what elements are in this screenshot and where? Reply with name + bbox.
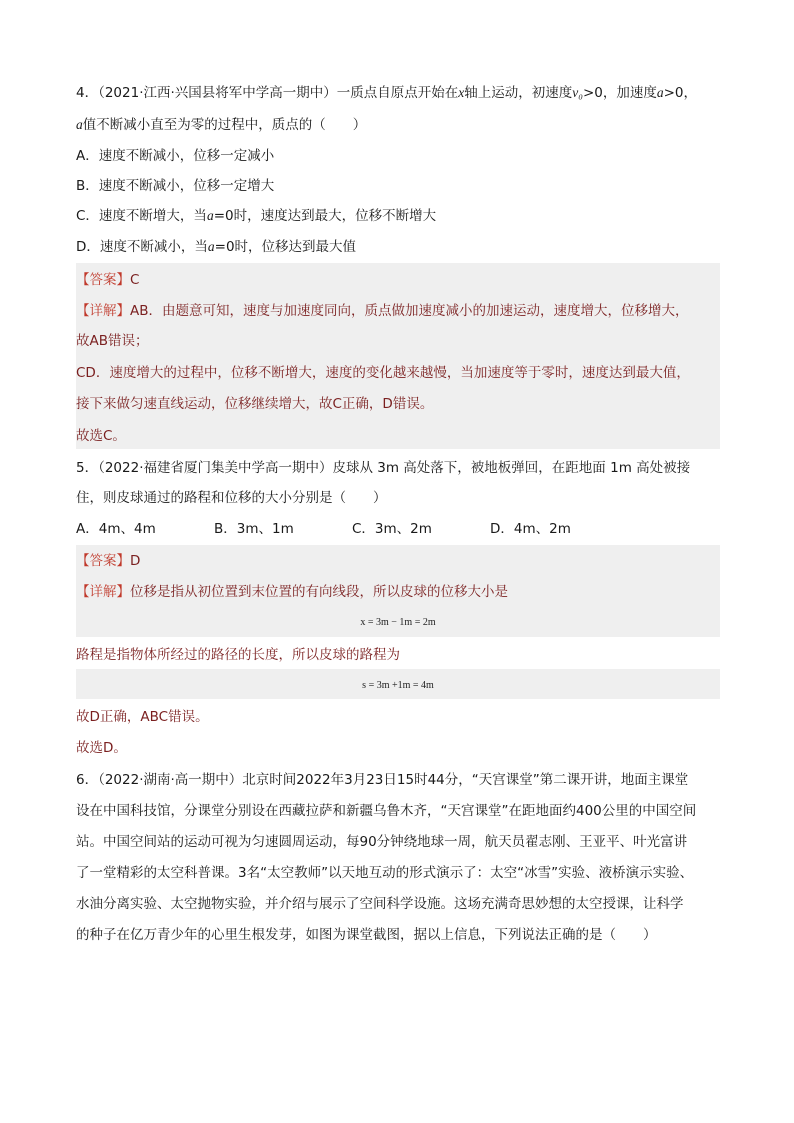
q5-answer: 【答案】D xyxy=(76,553,141,569)
q4-detail-3: CD．速度增大的过程中，位移不断增大，速度的变化越来越慢，当加速度等于零时，速度达到最大值， xyxy=(76,365,690,381)
q4-option-a: A．速度不断减小，位移一定减小 xyxy=(76,148,275,164)
q5-option-c: C．3m、2m xyxy=(352,521,432,537)
q6-stem-line6: 的种子在亿万青少年的心里生根发芽，如图为课堂截图，据以上信息，下列说法正确的是（ ） xyxy=(76,927,657,943)
q4-stem: 4．（2021·江西·兴国县将军中学高一期中）一质点自原点开始在x轴上运动，初速度v₀>0，加速度a>0， xyxy=(76,85,698,101)
q5-detail-3: 故D正确，ABC错误。 xyxy=(76,709,209,725)
q5-stem: 5．（2022·福建省厦门集美中学高一期中）皮球从 3m 高处落下，被地板弹回，在距地面 1m 高处被接 xyxy=(76,460,691,476)
q5-option-d: D．4m、2m xyxy=(490,521,571,537)
q6-stem-line3: 站。中国空间站的运动可视为匀速圆周运动，每90分钟绕地球一周，航天员翟志刚、王亚平、叶光富讲 xyxy=(76,834,688,850)
q4-option-b: B．速度不断减小，位移一定增大 xyxy=(76,178,275,194)
q6-stem-line1: 6．（2022·湖南·高一期中）北京时间2022年3月23日15时44分，“天宫课堂”第二课开讲，地面主课堂 xyxy=(76,772,689,788)
q4-answer: 【答案】C xyxy=(76,272,140,288)
q4-conclusion: 故选C。 xyxy=(76,428,126,444)
q5-formula-distance: s = 3m +1m = 4m xyxy=(362,680,434,691)
q5-detail-2: 路程是指物体所经过的路径的长度，所以皮球的路程为 xyxy=(76,647,400,663)
q5-detail-1: 【详解】位移是指从初位置到末位置的有向线段，所以皮球的位移大小是 xyxy=(76,584,508,600)
q5-formula-displacement: x = 3m − 1m = 2m xyxy=(360,617,436,628)
q4-detail-2: 故AB错误； xyxy=(76,333,149,349)
q5-stem-line2: 住，则皮球通过的路程和位移的大小分别是（ ） xyxy=(76,490,387,506)
q5-options xyxy=(76,519,726,539)
q6-stem-line2: 设在中国科技馆，分课堂分别设在西藏拉萨和新疆乌鲁木齐，“天宫课堂”在距地面约400公里的中国空间 xyxy=(76,803,697,819)
q6-stem-line5: 水油分离实验、太空抛物实验，并介绍与展示了空间科学设施。这场充满奇思妙想的太空授课，让科学 xyxy=(76,896,684,912)
q4-answer-highlight xyxy=(76,263,720,449)
q5-option-a: A．4m、4m xyxy=(76,521,156,537)
q6-stem-line4: 了一堂精彩的太空科普课。3名“太空教师”以天地互动的形式演示了：太空“冰雪”实验、液桥演示实验、 xyxy=(76,865,694,881)
q4-stem-line2: a值不断减小直至为零的过程中，质点的（ ） xyxy=(76,117,367,133)
q4-detail-4: 接下来做匀速直线运动，位移继续增大，故C正确，D错误。 xyxy=(76,396,434,412)
q5-option-b: B．3m、1m xyxy=(214,521,294,537)
q5-conclusion: 故选D。 xyxy=(76,740,127,756)
q4-option-c: C．速度不断增大，当a=0时，速度达到最大，位移不断增大 xyxy=(76,208,437,224)
q4-detail-1: 【详解】AB．由题意可知，速度与加速度同向，质点做加速度减小的加速运动，速度增大，位移增大， xyxy=(76,303,689,319)
q4-option-d: D．速度不断减小，当a=0时，位移达到最大值 xyxy=(76,239,357,255)
